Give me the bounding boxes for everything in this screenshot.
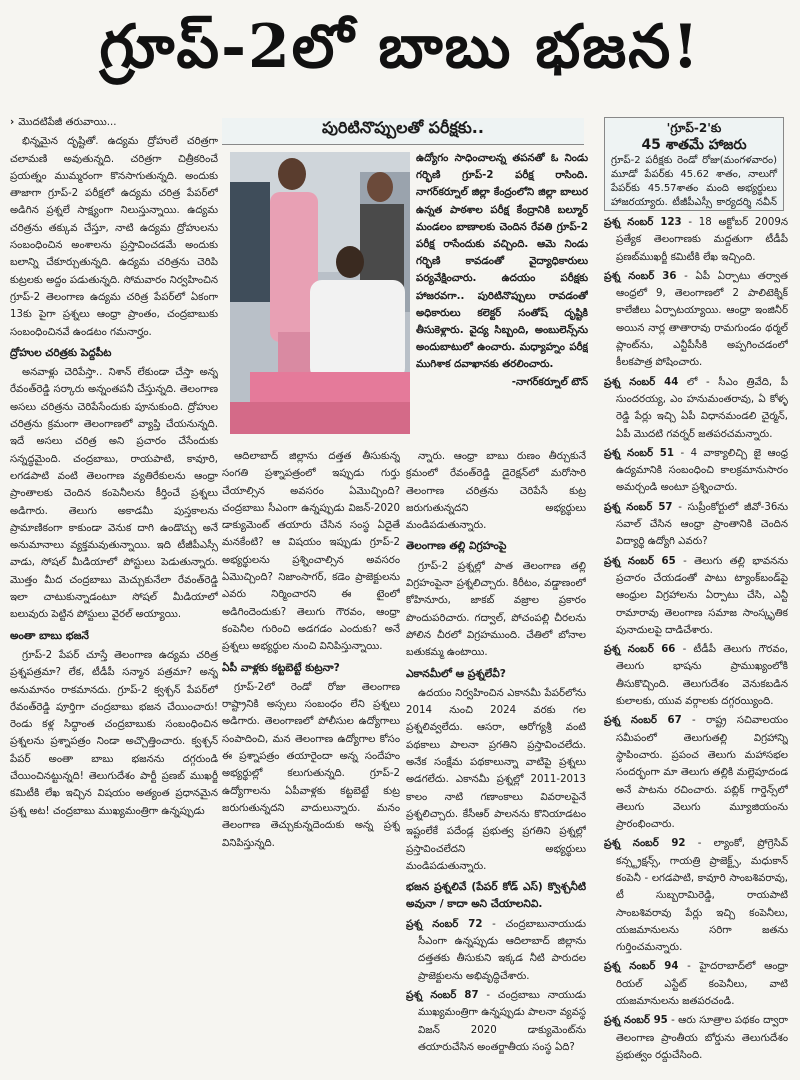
attendance-box-title: 'గ్రూప్-2'కు [666, 121, 722, 135]
question-item [604, 374, 788, 443]
subheading-ekanami: ఎకానమీలో ఆ ప్రశ్నలేవీ? [406, 667, 506, 680]
subheading-bhaja-questions: భజన ప్రశ్నలివే (పేపర్ కోడ్ ఎస్) క్వొశ్చనీటి అవునా / కాదా అని చేయాలనివి. [406, 881, 586, 911]
question-item [406, 916, 586, 985]
question-number: ప్రశ్న నంబర్ 44 [604, 376, 679, 388]
subheading-talli: తెలంగాణ తల్లి విగ్రహంపై [406, 540, 507, 553]
ekanami-paragraph: ఉదయం నిర్వహించిన ఎకానమీ పేపర్‌లోను 2014 నుంచి 2024 వరకు గల ప్రశ్నలివ్వలేదు. ఆసరా, ఆరోగ్యశ్రీ వంటి పథకాలు పాలనా ప్రగతిని ప్రస్తావించలేదు. అనేక సంక్షేమ పథకాలున్నా వాటిపై ప్రశ్నలు అడగలేదు. ఎకానమీ ప్రశ్నల్లో 2011-2013 కాలం నాటి గణాంకాలు వివరాలపైనే ప్రశ్నలిచ్చారు. కేసీఆర్ పాలనను కొనియాడటం ఇష్టంలేకే పదేండ్ల ప్రభుత్వ ప్రగతిని ప్రశ్నల్లో ప్రస్తావించలేదని అభ్యర్థులు మండిపడుతున్నారు. [406, 687, 586, 872]
question-number: ప్రశ్న నంబర్ 95 [604, 1015, 668, 1027]
ap-paragraph: గ్రూప్-2లో రెండో రోజు తెలంగాణ రాష్ట్రానికి అస్సలు సంబంధం లేని ప్రశ్నలు అడిగారు. తెలంగాణలో పోలీసుల ఉద్యోగాలు సంపాదించి, మన తెలంగాణ ఉద్యోగాల కోసం ఈ ప్రశ్నాపత్రం తయారైందా అన్న సందేహం అభ్యర్థుల్లో కలుగుతున్నది. గ్రూప్-2 ఉద్యోగాలను ఏపీవాళ్లకు కట్టబెట్టే కుట్ర జరుగుతున్నదని వాదులున్నారు. మనం తెలంగాణ తెచ్చుకున్నదెందుకు అన్న ప్రశ్న వినిపిస్తున్నది. [222, 681, 400, 849]
question-number: ప్రశ్న నంబర్ 94 [604, 961, 679, 973]
question-number: ప్రశ్న నంబర్ 57 [604, 501, 673, 513]
question-text: - 18 అక్టోబర్ 2009న ప్రత్యేక తెలంగాణకు మద్దతుగా టీడీపీ ప్రణబ్‌ముఖర్జీ కమిటీకి లేఖ ఇచ్చింది. [616, 217, 788, 263]
question-number: ప్రశ్న నంబర్ 51 [604, 447, 674, 459]
question-text: - రాష్ట్ర సచివాలయం సమీపంలో తెలుగుతల్లి విగ్రహాన్ని స్థాపించారు. ప్రపంచ తెలుగు మహాసభల సందర్భంగా మా తెలుగు తల్లికి మల్లెపూదండ అనే పాటను రచించారు. పబ్లిక్ గార్డెన్స్‌లో తెలుగు వెలుగు మ్యూజియంను ప్రారంభించారు. [616, 715, 788, 831]
question-text: - హైదరాబాద్‌లో ఆంధ్రా రియల్ ఎస్టేట్ కంపెనీలు, వాటి యజమానులను జతపరచండి. [616, 961, 788, 1008]
question-item [604, 445, 788, 497]
question-number: ప్రశ్న నంబర్ 66 [604, 644, 676, 656]
headline: గ్రూప్-2లో బాబు భజన! [99, 12, 701, 82]
photo-caption-text: ఉద్యోగం సాధించాలన్న తపనతో ఓ నిండు గర్భిణి గ్రూప్-2 పరీక్ష రాసింది. నాగర్‌కర్నూల్ జిల్లా కేంద్రంలోని జిల్లా బాలుర ఉన్నత పాఠశాల పరీక్ష కేంద్రానికి బల్మూర్ మండలం బాణాలకు చెందిన రేవతి గ్రూప్-2 పరీక్ష రాసేందుకు వచ్చింది. ఆమె నిండు గర్భిణి కావడంతో వైద్యాధికారులు పర్యవేక్షించారు. ఉదయం పరీక్షకు హాజరవగా.. పురిటినొప్పులు రావడంతో అధికారులు కలెక్టర్ సంతోష్ దృష్టికి తీసుకెళ్లారు. వైద్య సిబ్బంది, అంబులెన్స్‌ను అందుబాటులో ఉంచారు. మధ్యాహ్నం పరీక్ష ముగిశాక దవాఖానకు తరలించారు. [416, 153, 588, 371]
question-text: - 4 వాక్యాలిచ్చి జై ఆంధ్ర ఉద్యమానికి సంబంధించి కాలక్రమానుసారం అమర్చండి అంటూ ప్రశ్నించారు. [616, 447, 788, 494]
attendance-box-body: గ్రూప్-2 పరీక్షకు రెండో రోజు(మంగళవారం) మూడో పేపర్‌కు 45.62 శాతం, నాలుగో పేపర్‌కు 45.57శాతం మంది అభ్యర్థులు హాజరయ్యారు. టీజీపీఎస్సీ కార్యదర్శి నవీన్ [611, 155, 777, 208]
news-photo-image [230, 152, 410, 434]
question-text: - తెలుగు తల్లి భావనను ప్రచారం చేయడంతో పాటు ట్యాంక్‌బండ్‌పై ఆంధ్రుల విగ్రహాలను ఏర్పాటు చేసి, ఎన్టీ రామారావు తెలంగాణ సమాజ సాంస్కృతిక పునాదులపై దాడిచేశారు. [616, 555, 788, 636]
question-number: ప్రశ్న నంబర్ 67 [604, 715, 682, 727]
question-item [604, 641, 788, 710]
question-item [604, 1012, 788, 1064]
question-number: ప్రశ్న నంబర్ 87 [406, 989, 479, 1001]
news-photo [230, 152, 410, 434]
bhajana-paragraph: గ్రూప్-2 పేపర్ చూస్తే తెలంగాణ ఉద్యమ చరిత్ర ప్రశ్నపత్రమా? లేక, టీడీపీ సన్మాన పత్రమా? అన్న అనుమానం రాకమానదు. గ్రూప్-2 క్వశ్చన్ పేపర్‌లో రేవంత్‌రెడ్డి పూర్తిగా చంద్రబాబు భజన చేయించారు! రెండు కళ్ల సిద్ధాంత చంద్రబాబుకు సంబంధించిన ప్రశ్నలను ప్రశ్నాపత్రం నిండా అచ్చొత్తించారు. క్వశ్చన్ పేపర్ అంతా బాబు భజనను దగ్గరుండి చేయించినట్టున్నది! తెలుగుదేశం పార్టీ ప్రణబ్ ముఖర్జీ కమిటీకి లేఖ ఇచ్చిన విషయం అత్యంత ప్రధానమైన ప్రశ్న అట! చంద్రబాబు ముఖ్యమంత్రిగా ఉన్నప్పుడు [10, 649, 218, 817]
question-text: - చంద్రబాబునాయుడు సీఎంగా ఉన్నప్పుడు ఆదిలాబాద్ జిల్లాను దత్తతకు తీసుకుని ఇక్కడ నీటి పారుదల ప్రాజెక్టులను అభివృద్ధిచేశారు. [418, 918, 586, 982]
question-item [604, 958, 788, 1010]
photo-section-title: పురిటినొప్పులతో పరీక్షకు.. [222, 118, 584, 145]
subheading-ap: ఏపీ వాళ్లకు కట్టబెట్టే కుట్రనా? [222, 661, 340, 674]
question-item [604, 499, 788, 551]
question-item [604, 214, 788, 266]
main-story-paragraph: భిన్నమైన దృష్టితో. ఉద్యమ ద్రోహులే చరిత్రగా చలామణి అవుతున్నది. చరిత్రగా చిత్రీకరించే ప్రయత్నం ముమ్మరంగా కొనసాగుతున్నది. అందుకు తాజాగా గ్రూప్-2 పరీక్షలో ఉద్యమ చరిత్ర పేపర్‌లో అడిగిన ప్రశ్నలే సాక్ష్యంగా నిలుస్తున్నాయి. ఉద్యమ చరిత్రను తక్కువ చేస్తూ, నాటి ఉద్యమ ద్రోహులను సంబంధించిన అంశాలను ప్రస్తావించడమే అందుకు బలాన్ని చేకూర్చుతున్నది. ఉద్యమ చరిత్రను చెరిపి కుట్రలకు అద్దం పడుతున్నది. సోమవారం నిర్వహించిన గ్రూప్-2 తెలంగాణ ఉద్యమ చరిత్ర పేపర్‌లో ఏకంగా 13కు పైగా ప్రశ్నలు ఆంధ్రా ప్రాంతం, చంద్రబాబుకు సంబంధించినవే ఉండటం గమనార్హం. [10, 136, 218, 338]
arrow-right-icon: › [10, 117, 15, 128]
question-number: ప్రశ్న నంబర్ 72 [406, 918, 483, 930]
right-story-column [406, 448, 586, 1074]
photo-credit: -నాగర్‌కర్నూల్ టౌన్ [511, 376, 588, 388]
question-item [604, 268, 788, 372]
talli-paragraph: గ్రూప్-2 ప్రశ్నల్లో పాత తెలంగాణ తల్లి విగ్రహంపైనా ప్రశ్నలిచ్చారు. కిరీటం, వడ్డాణంలో కోహినూరు, జాకబ్ వజ్రాల ప్రకారం పొందుపరిచారు. గద్వాల్, పోచంపల్లి చీరలను పోలిన చీరలో విగ్రహముంది. చేతిలో బోనాల బతుకమ్మ ఉంటాయి. [406, 560, 586, 659]
right-story-paragraph: న్నారు. ఆంధ్రా బాబు రుణం తీర్చుకునే క్రమంలో రేవంత్‌రెడ్డి డైరెక్షన్‌లో మరోసారి తెలంగాణ చరిత్రను చెరిపేసే కుట్ర జరుగుతున్నదని అభ్యర్థులు మండిపడుతున్నారు. [406, 451, 586, 532]
subheading-bhajana: అంతా బాబు భజనే [10, 629, 89, 642]
question-text: - సుప్రీంకోర్టులో జీవో-36ను సవాల్ చేసిన ఆంధ్రా ప్రాంతానికి చెందిన విద్యార్థి ఉద్యోగి ఎవరు? [616, 501, 788, 548]
question-item [604, 835, 788, 956]
question-item [406, 987, 586, 1056]
question-number: ప్రశ్న నంబర్ 123 [604, 217, 682, 228]
attendance-box-subtitle: 45 శాతమే హాజరు [641, 137, 747, 153]
continued-from [10, 114, 218, 131]
attendance-box [604, 117, 784, 211]
question-number: ప్రశ్న నంబర్ 65 [604, 555, 676, 567]
question-text: - చంద్రబాబు నాయుడు ముఖ్యమంత్రిగా ఉన్నప్పుడు పాలనా వ్యవస్థ విజన్ 2020 డాక్యుమెంట్‌ను తయారుచేసిన అంతర్జాతీయ సంస్థ ఏది? [418, 989, 586, 1053]
question-text: - టీడీపీ తెలుగు గౌరవం, తెలుగు భాషను ప్రాముఖ్యంలోకి తీసుకొచ్చింది. తెలుగుదేశం వెనుకబడిన కులాలకు, యువ వర్గాలకు దగ్గరయ్యింది. [616, 644, 788, 708]
question-number: ప్రశ్న నంబర్ 36 [604, 270, 677, 282]
question-list-column [604, 214, 788, 1074]
continued-from-text: మొదటిపేజీ తరువాయి... [18, 117, 117, 128]
question-item [604, 712, 788, 833]
question-text: - ఆరు సూత్రాల పథకం ద్వారా తెలంగాణ ప్రాంతీయ బోర్డును తెలుగుదేశం ప్రభుత్వం రద్దుచేసింది. [616, 1015, 788, 1061]
question-item [604, 553, 788, 639]
droham-paragraph: అనవాళ్లు చెరిపేస్తా.. నిశాన్ లేకుండా చేస్తా అన్న రేవంత్‌రెడ్డి సర్కారు అన్నంతపనీ చేస్తున్నది. తెలంగాణ అసలు చరిత్రను చెరిపేసేందుకు పూనుకుంది. ద్రోహుల చరిత్రను క్రమంగా తెలంగాణలో వ్యాప్తి చేయనున్నది. ఇదే అసలు చరిత్ర అని ప్రచారం చేసేందుకు సన్నద్ధమైంది. చంద్రబాబు, రాయపాటి, కావూరి, లగడపాటి వంటి తెలంగాణ వ్యతిరేకులను ఆంధ్రా ప్రాంతాలకు చెందిన కంపెనీలను కీర్తించే ప్రశ్నలు అడిగారు. తెలుగు అకాడమీ పుస్తకాలను ప్రామాణికంగా కాకుండా వెనుక దాగి ఉండొచ్చు అనే అనుమానాలు వ్యక్తమవుతున్నాయి. ఇది టీజీపీఎస్సీ వాడు, సోషల్ మీడియాలో పోస్టులు పెడుతున్నారు. మొత్తం మీద చంద్రబాబు మెచ్చుకునేలా రేవంత్‌రెడ్డి ఇలా చాటుకున్నాడంటూ సోషల్ మీడియాలో బలువురు పెట్టిన పోస్టులు వైరల్ అయ్యాయి. [10, 367, 218, 621]
question-number: ప్రశ్న నంబర్ 92 [604, 838, 686, 850]
question-text: - ల్యాంకో, ప్రోగ్రెసివ్ కన్స్ట్రక్షన్స్, గాయత్రి ప్రాజెక్ట్స్, మధుకాన్ కంపెనీ - లగడపాటి, కావూరి సాంబశివరావు, టీ సుబ్బరామిరెడ్డి, రాయపాటి సాంబశివరావు పేర్లు ఇచ్చి కంపెనీలు, యజమానులను సరిగా జతను గుర్తించమన్నారు. [616, 838, 788, 954]
subheading-droham: ద్రోహుల చరిత్రకు పెద్దపీట [10, 346, 112, 359]
question-text: - ఏపీ ఏర్పాటు తర్వాత ఆంధ్రలో 9, తెలంగాణలో 2 పాలిటెక్నిక్ కాలేజీలు ఏర్పాటయ్యాయి. ఆంధ్రా ఇంజినీర్ అయిన నార్ల తాతారావు రామగుండం థర్మల్ ప్లాంట్‌ను, ఎన్టీపీసీకి అప్పగించడంలో కీలకపాత్ర పోషించారు. [616, 270, 788, 369]
middle-story-column [222, 448, 400, 1074]
middle-story-paragraph: ఆదిలాబాద్ జిల్లాను దత్తత తీసుకున్న సంగతి ప్రశ్నాపత్రంలో ఇప్పుడు గుర్తు చేయాల్సిన అవసరం ఏమొచ్చింది? చంద్రబాబు సీఎంగా ఉన్నప్పుడు విజన్-2020 డాక్యుమెంట్ తయారు చేసిన సంస్థ ఏదైతే మనకేంటి? ఆ విషయం ఇప్పుడు గ్రూప్-2 అభ్యర్థులను ప్రశ్నించాల్సిన అవసరం ఏమొచ్చింది? నిజాంసాగర్, కడెం ప్రాజెక్టులను ఎవరు నిర్మించారని ఈ టైంలో అడిగిందెందుకు? తెలుగు గౌరవం, ఆంధ్రా కంపెనీల గురించి అడగడం ఎందుకు? అనే ప్రశ్నలు అభ్యర్థుల నుంచి వినిపిస్తున్నాయి. [222, 451, 400, 653]
photo-caption [416, 150, 588, 440]
question-text: లో - సీఎం త్రివేది, పీ సుందరయ్య, ఎం హనుమంతరావు, ఏ కోళ్ళ రెడ్డి పేర్లు ఇచ్చి ఏపీ విధానమండలి చైర్మన్, ఏపీ మొదటి గవర్నర్ జతపరచమన్నారు. [616, 376, 788, 440]
main-story-column [10, 114, 218, 1072]
